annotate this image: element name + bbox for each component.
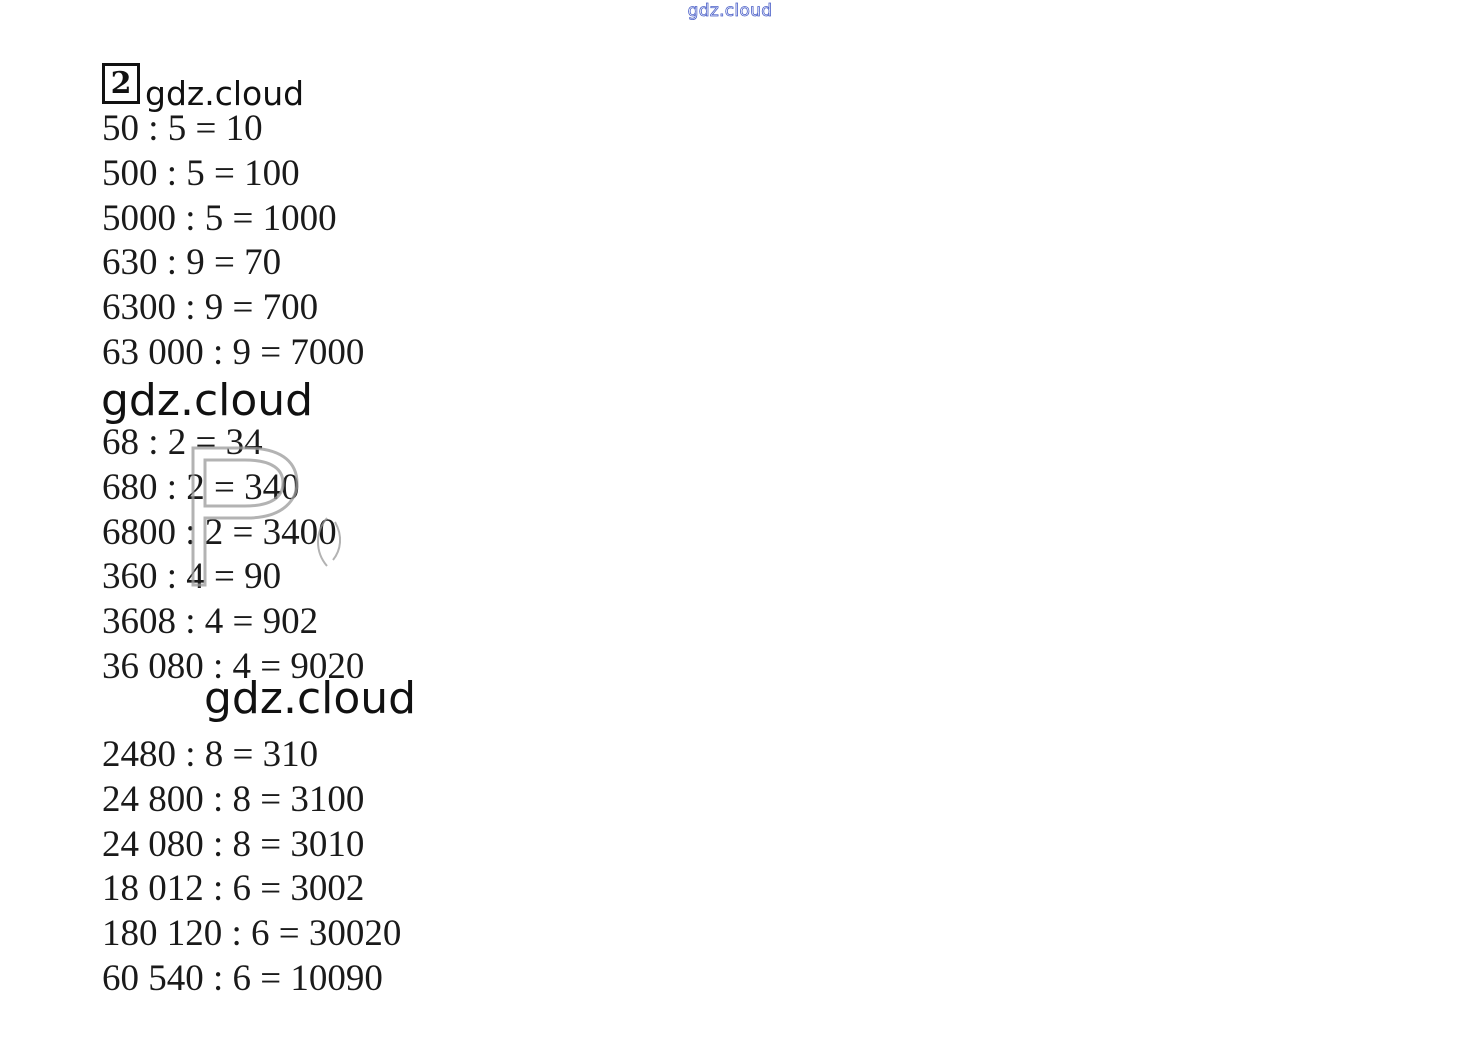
watermark-1: gdz.cloud bbox=[145, 74, 305, 113]
equation-line: 180 120 : 6 = 30020 bbox=[102, 913, 402, 955]
equation-line: 500 : 5 = 100 bbox=[102, 152, 300, 194]
equation-line: 630 : 9 = 70 bbox=[102, 242, 282, 284]
equation-line: 24 800 : 8 = 3100 bbox=[102, 778, 365, 820]
equation-block-1 bbox=[102, 107, 364, 376]
equation-line: 360 : 4 = 90 bbox=[102, 556, 282, 598]
watermark-2: gdz.cloud bbox=[101, 375, 314, 426]
equation-line: 24 080 : 8 = 3010 bbox=[102, 823, 365, 865]
equation-line: 36 080 : 4 = 9020 bbox=[102, 645, 365, 687]
equation-line: 5000 : 5 = 1000 bbox=[102, 197, 337, 239]
equation-line: 60 540 : 6 = 10090 bbox=[102, 957, 383, 999]
equation-line: 50 : 5 = 10 bbox=[102, 108, 263, 149]
equation-line: 63 000 : 9 = 7000 bbox=[102, 331, 365, 373]
watermark-3: gdz.cloud bbox=[204, 673, 417, 724]
equation-block-3 bbox=[102, 733, 401, 1002]
equation-line: 6800 : 2 = 3400 bbox=[102, 511, 337, 553]
equation-line: 6300 : 9 = 700 bbox=[102, 287, 319, 329]
task-number-box: 2 bbox=[102, 63, 140, 104]
equation-line: 18 012 : 6 = 3002 bbox=[102, 868, 365, 910]
equation-line: 680 : 2 = 340 bbox=[102, 466, 300, 508]
equation-block-2 bbox=[102, 421, 364, 690]
equation-line: 3608 : 4 = 902 bbox=[102, 601, 319, 643]
equation-line: 2480 : 8 = 310 bbox=[102, 734, 319, 775]
equation-line: 68 : 2 = 34 bbox=[102, 422, 263, 463]
header-watermark: gdz.cloud bbox=[687, 1, 773, 21]
